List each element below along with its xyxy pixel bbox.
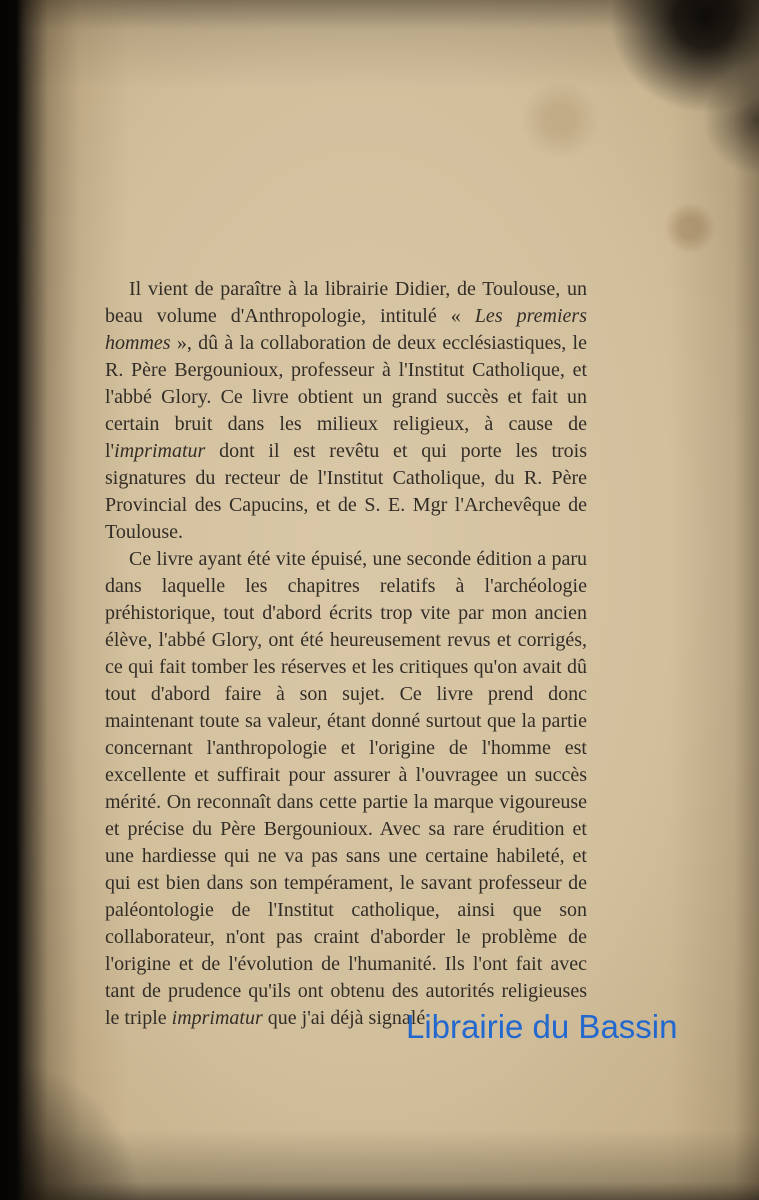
librairie-du-bassin-watermark: Librairie du Bassin <box>406 1008 678 1045</box>
text-run: que j'ai déjà signalé. <box>262 1007 431 1029</box>
paragraph-2 <box>105 546 587 1032</box>
paragraph-1 <box>105 276 587 546</box>
page-text-block <box>105 276 587 1032</box>
text-run-italic: imprimatur <box>171 1007 263 1029</box>
text-run: Ce livre ayant été vite épuisé, une seconde édition a paru dans laquelle les chapitres relatifs à l'archéologie préhistorique, tout d'abord écrits trop vite par mon ancien élève, l'abbé Glory, ont été heureusement revus et corrigés, ce qui fait tomber les réserves et les critiques qu'on avait dû tout d'abord faire à son sujet. Ce livre prend donc maintenant toute sa valeur, étant donné surtout que la partie concernant l'anthropologie et l'origine de l'homme est excellente et suffirait pour assurer à l'ouvragee un succès mérité. On reconnaît dans cette partie la marque vigoureuse et précise du Père Bergounioux. Avec sa rare érudition et une hardiesse qui ne va pas sans une certaine habileté, et qui est bien dans son tempérament, le savant professeur de paléontologie de l'Institut catholique, ainsi que son collaborateur, n'ont pas craint d'aborder le problème de l'origine et de l'évolution de l'humanité. Ils l'ont fait avec tant de prudence qu'ils ont obtenu des autorités religieuses le triple <box>105 548 587 1029</box>
text-run-italic: imprimatur <box>114 440 206 462</box>
text-run-italic: Les premiers hommes <box>105 305 587 354</box>
text-run: », dû à la collaboration de deux ecclésiastiques, le R. Père Bergounioux, professeur à l'Institut Catholique, et l'abbé Glory. Ce livre obtient un grand succès et fait un certain bruit dans les milieux religieux, à cause de l' <box>105 332 587 462</box>
text-run: Il vient de paraître à la librairie Didier, de Toulouse, un beau volume d'Anthropologie, intitulé « <box>105 278 587 327</box>
text-run: dont il est revêtu et qui porte les trois signatures du recteur de l'Institut Catholique, du R. Père Provincial des Capucins, et de S. E. Mgr l'Archevêque de Toulouse. <box>105 440 587 543</box>
